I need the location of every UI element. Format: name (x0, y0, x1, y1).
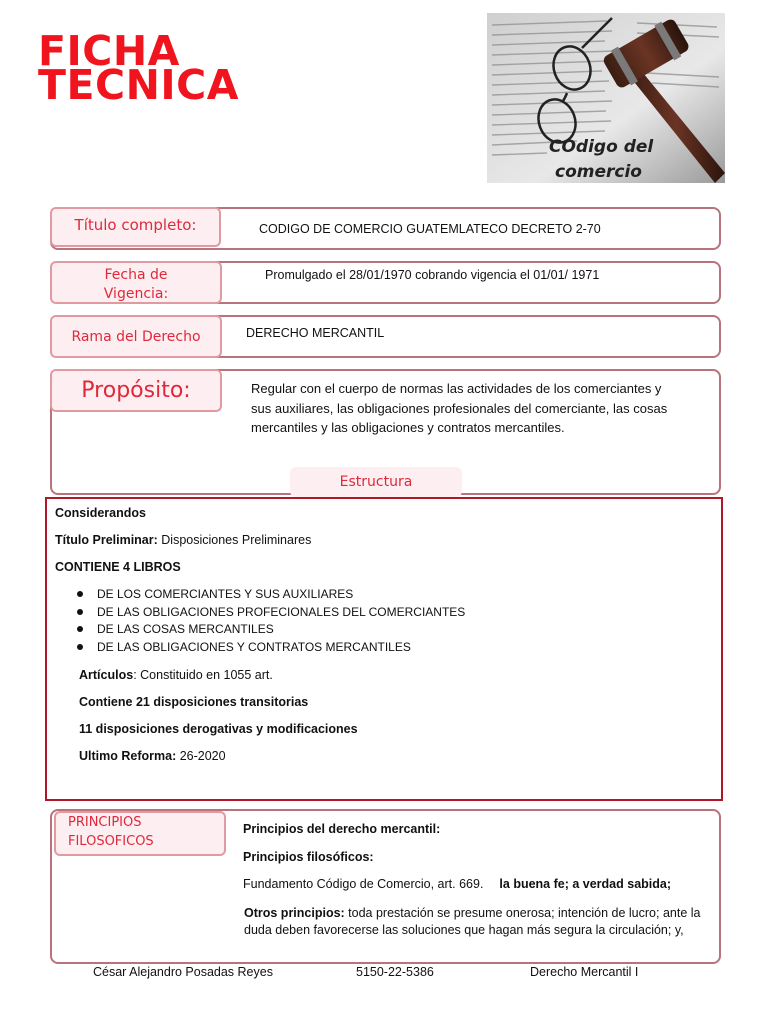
libro-3: DE LAS COSAS MERCANTILES (97, 622, 274, 636)
derogativas: 11 disposiciones derogativas y modificaciones (79, 722, 358, 736)
libro-1: DE LOS COMERCIANTES Y SUS AUXILIARES (97, 587, 354, 601)
fundamento-bold: la buena fe; a verdad sabida; (499, 877, 672, 891)
bullet-icon (77, 609, 83, 615)
fundamento-text: Fundamento Código de Comercio, art. 669. (243, 877, 484, 891)
proposito-line-2: sus auxiliares, las obligaciones profesionales del comerciante, las cosas (251, 400, 668, 416)
transitorias: Contiene 21 disposiciones transitorias (79, 695, 309, 709)
fundamento (243, 877, 671, 891)
title-line-2: TECNICA (38, 61, 239, 109)
list-item (77, 587, 353, 601)
proposito-label: Propósito: (50, 369, 222, 412)
vigencia-label-line-2: Vigencia: (103, 286, 169, 302)
document-title (38, 27, 239, 109)
titulo-preliminar (55, 533, 311, 547)
rama-label: Rama del Derecho (50, 315, 222, 358)
libro-4: DE LAS OBLIGACIONES Y CONTRATOS MERCANTILES (97, 640, 411, 654)
gavel-book-image (487, 13, 725, 183)
vigencia-label-line-1: Fecha de (104, 267, 168, 283)
titulo-preliminar-value: Disposiciones Preliminares (157, 533, 312, 547)
otros-label: Otros principios: (244, 906, 345, 920)
bullet-icon (77, 591, 83, 597)
otros-principios (244, 905, 700, 939)
libro-2: DE LAS OBLIGACIONES PROFECIONALES DEL COMERCIANTES (97, 605, 466, 619)
articulos-value: : Constituido en 1055 art. (133, 668, 273, 682)
rama-value: DERECHO MERCANTIL (246, 326, 385, 340)
considerandos: Considerandos (55, 506, 146, 520)
estructura-label: Estructura (290, 467, 462, 497)
ultima-reforma (79, 749, 226, 763)
principios-label-line-2: FILOSOFICOS (68, 834, 154, 849)
otros-text-2: duda deben favorecerse las soluciones que hagan más segura la circulación; y, (244, 923, 684, 937)
articulos (79, 668, 273, 682)
otros-text-1: toda prestación se presume onerosa; intención de lucro; ante la (344, 906, 701, 920)
principios-heading-1: Principios del derecho mercantil: (243, 822, 441, 836)
titulo-preliminar-label: Título Preliminar: (55, 533, 158, 547)
articulos-label: Artículos (79, 668, 134, 682)
reforma-value: 26-2020 (176, 749, 226, 763)
gavel-illustration (487, 13, 725, 183)
bullet-icon (77, 644, 83, 650)
list-item (77, 605, 465, 619)
image-caption-line-1: COdigo del (549, 137, 654, 157)
estructura-box (45, 497, 723, 801)
footer-carnet: 5150-22-5386 (356, 965, 434, 979)
vigencia-value: Promulgado el 28/01/1970 cobrando vigencia el 01/01/ 1971 (265, 268, 600, 282)
principios-heading-2: Principios filosóficos: (243, 850, 374, 864)
proposito-text (251, 379, 667, 438)
list-item (77, 640, 411, 654)
image-caption-line-2: comercio (555, 162, 642, 182)
title-line-1: FICHA (38, 27, 180, 75)
reforma-label: Ultimo Reforma: (79, 749, 177, 763)
footer-author: César Alejandro Posadas Reyes (93, 965, 273, 979)
footer-course: Derecho Mercantil I (530, 965, 639, 979)
titulo-label: Título completo: (50, 207, 221, 247)
proposito-line-3: mercantiles y las obligaciones y contratos mercantiles. (251, 420, 565, 435)
principios-label (54, 811, 226, 856)
vigencia-label (50, 261, 222, 304)
list-item (77, 622, 274, 636)
proposito-line-1: Regular con el cuerpo de normas las actividades de los comerciantes y (251, 381, 662, 396)
titulo-value: CODIGO DE COMERCIO GUATEMLATECO DECRETO 2-70 (259, 222, 601, 236)
contiene-libros: CONTIENE 4 LIBROS (55, 560, 181, 574)
principios-label-line-1: PRINCIPIOS (68, 815, 142, 830)
bullet-icon (77, 626, 83, 632)
